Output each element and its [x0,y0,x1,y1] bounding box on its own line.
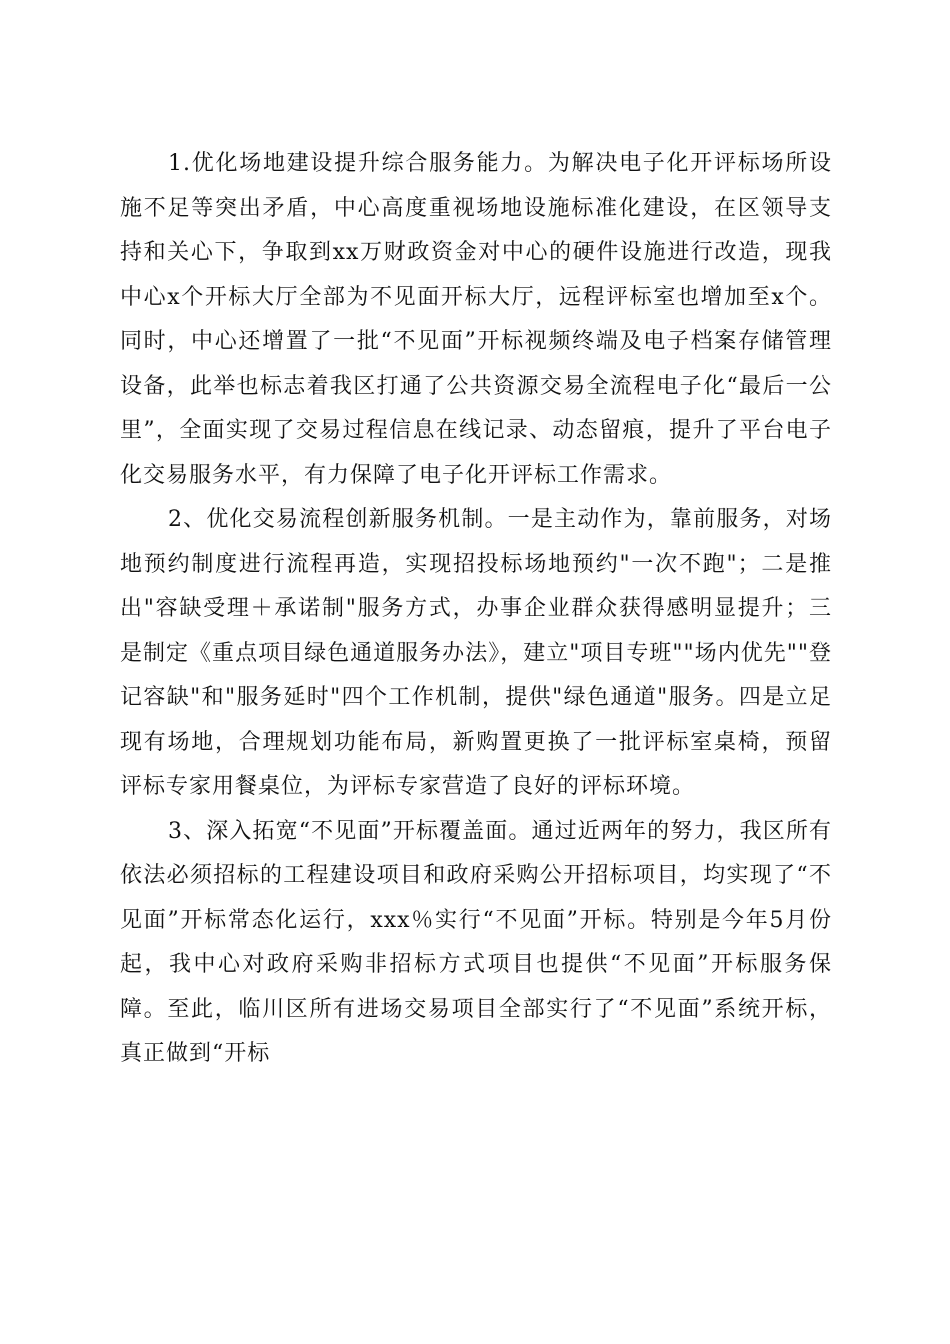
document-body [120,142,832,1077]
paragraph-remote-bid-opening: 3、深入拓宽“不见面”开标覆盖面。通过近两年的努力，我区所有依法必须招标的工程建设项目和政府采购公开招标项目，均实现了“不见面”开标常态化运行，xxx％实行“不见面”开标。特别是今年5月份起，我中心对政府采购非招标方式项目也提供“不见面”开标服务保障。至此，临川区所有进场交易项目全部实行了“不见面”系统开标，真正做到“开标 [120,818,832,1066]
paragraph-site-construction: 1.优化场地建设提升综合服务能力。为解决电子化开评标场所设施不足等突出矛盾，中心高度重视场地设施标准化建设，在区领导支持和关心下，争取到xx万财政资金对中心的硬件设施进行改造，现我中心x个开标大厅全部为不见面开标大厅，远程评标室也增加至x个。同时，中心还增置了一批“不见面”开标视频终端及电子档案存储管理设备，此举也标志着我区打通了公共资源交易全流程电子化“最后一公里”，全面实现了交易过程信息在线记录、动态留痕，提升了平台电子化交易服务水平，有力保障了电子化开评标工作需求。 [120,151,832,488]
paragraph-process-optimization: 2、优化交易流程创新服务机制。一是主动作为，靠前服务，对场地预约制度进行流程再造，实现招投标场地预约"一次不跑"；二是推出"容缺受理＋承诺制"服务方式，办事企业群众获得感明显提升；三是制定《重点项目绿色通道服务办法》，建立"项目专班""场内优先""登记容缺"和"服务延时"四个工作机制，提供"绿色通道"服务。四是立足现有场地，合理规划功能布局，新购置更换了一批评标室桌椅，预留评标专家用餐桌位，为评标专家营造了良好的评标环境。 [120,507,832,799]
